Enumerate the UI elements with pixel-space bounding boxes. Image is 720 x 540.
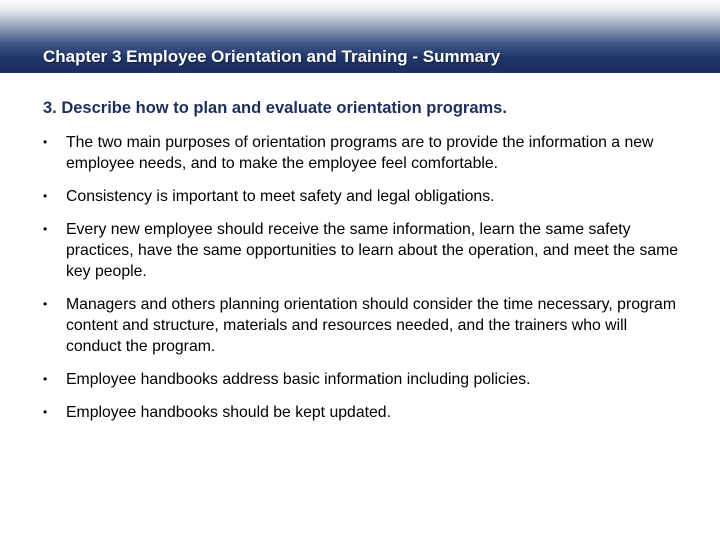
bullet-icon: • [43, 189, 48, 203]
bullet-item [43, 219, 683, 282]
bullet-item [43, 402, 683, 423]
bullet-text: Employee handbooks should be kept updated. [66, 404, 391, 421]
section-subheading: 3. Describe how to plan and evaluate orientation programs. [43, 99, 507, 117]
bullet-icon: • [43, 135, 48, 149]
bullet-item [43, 369, 683, 390]
bullet-icon: • [43, 222, 48, 236]
header-band [0, 0, 720, 73]
bullet-icon: • [43, 372, 48, 386]
slide-title: Chapter 3 Employee Orientation and Training - Summary [43, 47, 501, 66]
bullet-item [43, 294, 683, 357]
bullet-icon: • [43, 405, 48, 419]
bullet-icon: • [43, 297, 48, 311]
bullet-text: Every new employee should receive the same information, learn the same safety practices, have the same opportunities to learn about the operation, and meet the same key people. [66, 221, 679, 280]
bullet-text: Managers and others planning orientation should consider the time necessary, program content and structure, materials and resources needed, and the trainers who will conduct the program. [66, 296, 676, 355]
bullet-text: The two main purposes of orientation programs are to provide the information a new employee needs, and to make the employee feel comfortable. [66, 134, 654, 172]
bullet-text: Consistency is important to meet safety and legal obligations. [66, 188, 495, 205]
bullet-list [43, 132, 683, 435]
bullet-item [43, 132, 683, 174]
bullet-text: Employee handbooks address basic information including policies. [66, 371, 531, 388]
bullet-item [43, 186, 683, 207]
